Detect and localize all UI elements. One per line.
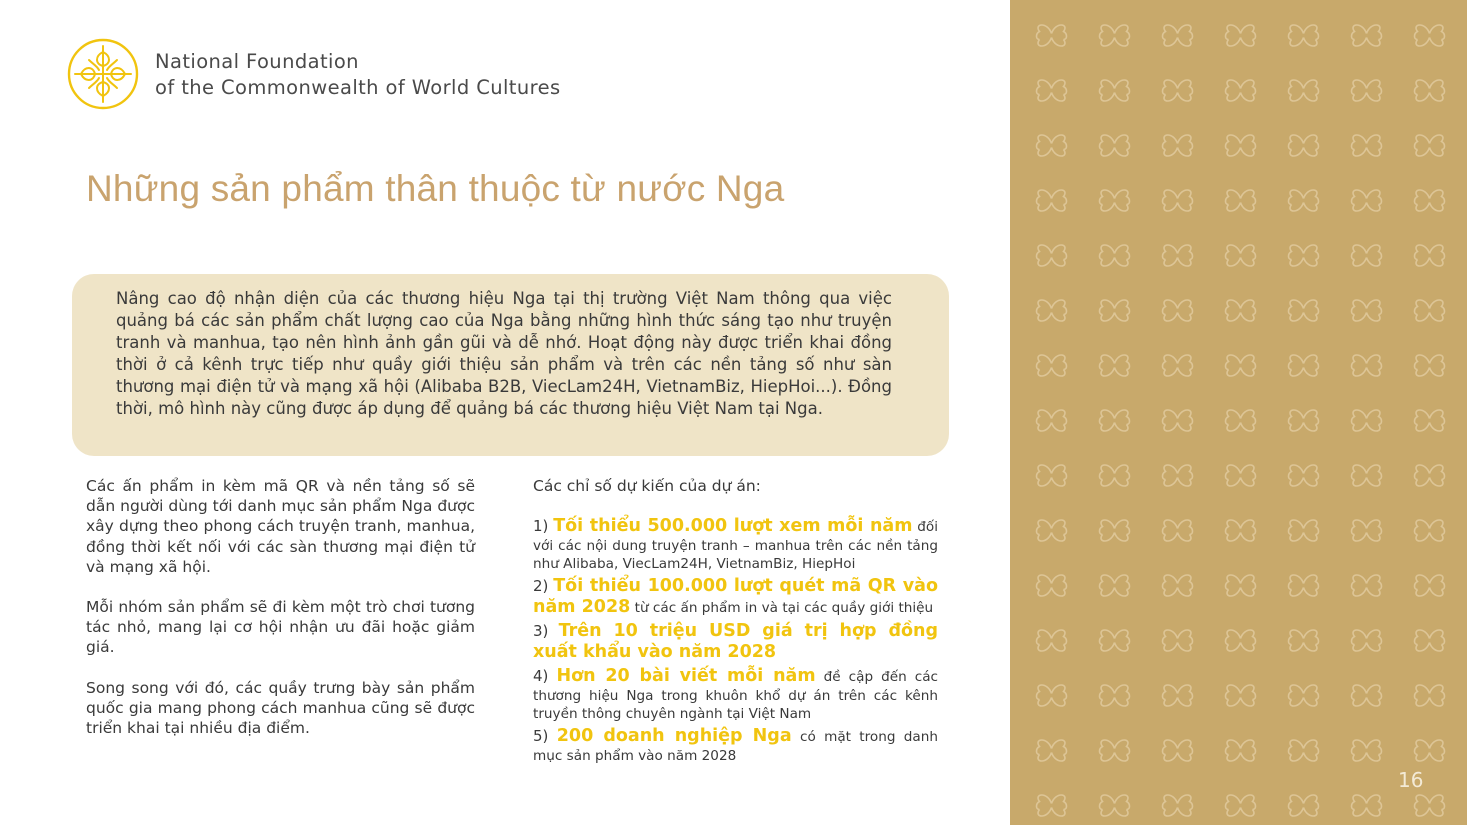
- metrics-column: [533, 476, 938, 768]
- metric-item: [533, 576, 938, 618]
- metric-highlight: Tối thiểu 100.000 lượt quét mã QR vào năm 2028: [533, 576, 938, 617]
- intro-text: Nâng cao độ nhận diện của các thương hiệu Nga tại thị trường Việt Nam thông qua việc quảng bá các sản phẩm chất lượng cao của Nga bằng những hình thức sáng tạo như truyện tranh và manhua, tạo nên hình ảnh gần gũi và dễ nhớ. Hoạt động này được triển khai đồng thời ở cả kênh trực tiếp như quầy giới thiệu sản phẩm và trên các nền tảng số như sàn thương mại điện tử và mạng xã hội (Alibaba B2B, ViecLam24H, VietnamBiz, HiepHoi...). Đồng thời, mô hình này cũng được áp dụng để quảng bá các thương hiệu Việt Nam tại Nga.: [116, 289, 892, 418]
- left-paragraph: Song song với đó, các quầy trưng bày sản phẩm quốc gia mang phong cách manhua cũng sẽ được triển khai tại nhiều địa điểm.: [86, 678, 475, 738]
- organization-name: [155, 49, 561, 101]
- clover-pattern-icon: [1010, 0, 1467, 825]
- intro-box: [72, 274, 949, 456]
- metric-highlight: Hơn 20 bài viết mỗi năm: [556, 666, 816, 686]
- metric-highlight: Trên 10 triệu USD giá trị hợp đồng xuất khẩu vào năm 2028: [533, 621, 938, 662]
- metrics-heading: Các chỉ số dự kiến của dự án:: [533, 477, 761, 495]
- metric-highlight: Tối thiểu 500.000 lượt xem mỗi năm: [553, 516, 913, 536]
- metric-description: đối với các nội dung truyện tranh – manhua trên các nền tảng như Alibaba, ViecLam24H, VietnamBiz, HiepHoi: [533, 519, 939, 572]
- metric-number: 4): [533, 667, 549, 685]
- metric-number: 1): [533, 517, 549, 535]
- page-number: 16: [1398, 768, 1424, 792]
- metric-description: đề cập đến các thương hiệu Nga trong khuôn khổ dự án trên các kênh truyền thông chuyên ngành tại Việt Nam: [533, 669, 939, 722]
- metric-description: có mặt trong danh mục sản phẩm vào năm 2028: [533, 729, 938, 764]
- left-paragraph: Các ấn phẩm in kèm mã QR và nền tảng số sẽ dẫn người dùng tới danh mục sản phẩm Nga được xây dựng theo phong cách truyện tranh, manhua, đồng thời kết nối với các sàn thương mại điện tử và mạng xã hội.: [86, 477, 475, 576]
- organization-name-line2: of the Commonwealth of World Cultures: [155, 76, 561, 99]
- metric-description: từ các ấn phẩm in và tại các quầy giới thiệu: [634, 600, 934, 616]
- left-paragraph: Mỗi nhóm sản phẩm sẽ đi kèm một trò chơi tương tác nhỏ, mang lại cơ hội nhận ưu đãi hoặc giảm giá.: [86, 598, 475, 657]
- metric-item: [533, 666, 938, 723]
- foundation-logo-icon: [67, 38, 139, 110]
- page-title: Những sản phẩm thân thuộc từ nước Nga: [86, 168, 785, 209]
- left-column: [86, 476, 475, 758]
- metric-number: 3): [533, 622, 549, 640]
- metric-highlight: 200 doanh nghiệp Nga: [556, 726, 792, 746]
- metric-item: [533, 516, 938, 573]
- metric-number: 5): [533, 727, 549, 745]
- organization-name-line1: National Foundation: [155, 50, 359, 73]
- metric-number: 2): [533, 577, 549, 595]
- metric-item: [533, 621, 938, 663]
- metric-item: [533, 726, 938, 765]
- decorative-pattern-panel: [1010, 0, 1467, 825]
